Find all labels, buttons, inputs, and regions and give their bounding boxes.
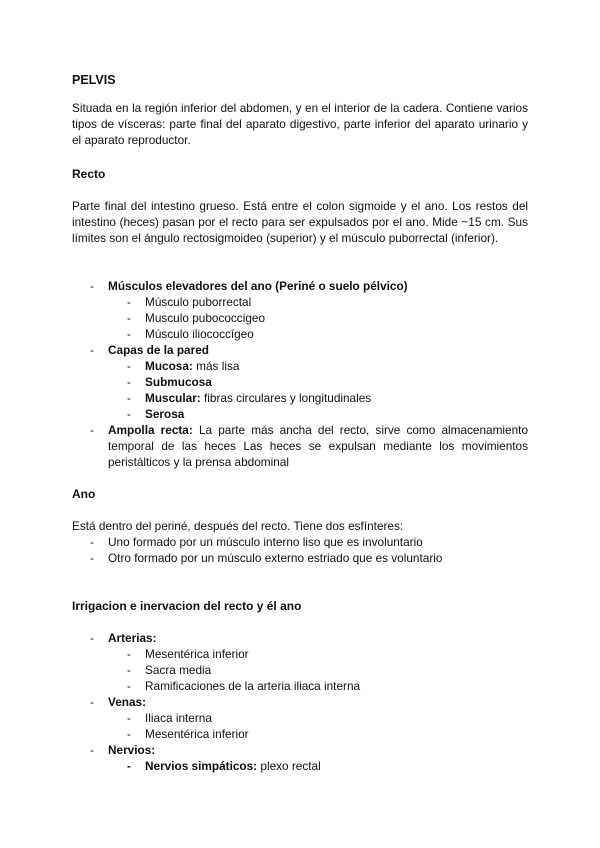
- list-item-label: Músculos elevadores del ano (Periné o suelo pélvico): [108, 279, 408, 293]
- bullet-dash: -: [127, 295, 131, 309]
- bullet-dash: -: [127, 391, 131, 405]
- bullet-dash: -: [90, 279, 94, 293]
- layer-name: Mucosa:: [145, 359, 193, 373]
- bullet-dash: -: [127, 311, 131, 325]
- ampolla-description: La parte más ancha del recto, sirve como almacenamiento temporal de las heces Las heces se expulsan mediante los movimientos peristálticos y la prensa abdominal: [108, 423, 529, 469]
- sub-list-item-label: Músculo puborrectal: [145, 295, 252, 309]
- heading-ano: Ano: [72, 487, 96, 501]
- sub-list-item: [0, 406, 600, 422]
- list-item-label: Venas:: [108, 695, 147, 709]
- sub-list-item-label: Musculo pubococcigeo: [145, 311, 266, 325]
- recto-paragraph: Parte final del intestino grueso. Está entre el colon sigmoide y el ano. Los restos del intestino (heces) pasan por el recto para ser expulsados por el ano. Mide ~15 cm. Sus límites son el ángulo rectosigmoideo (superior) y el músculo puborrectal (inferior).: [72, 199, 528, 245]
- bullet-dash: -: [127, 711, 131, 725]
- bullet-dash: -: [127, 359, 131, 373]
- recto-list: [0, 278, 600, 470]
- bullet-dash: -: [127, 727, 131, 741]
- bullet-dash: -: [90, 631, 94, 645]
- sub-list-item: [0, 662, 600, 678]
- bullet-dash: -: [90, 423, 94, 437]
- ampolla-label: Ampolla recta:: [108, 423, 193, 437]
- bullet-dash: -: [90, 551, 94, 565]
- bullet-dash: -: [127, 647, 131, 661]
- sub-list-item: [0, 390, 600, 406]
- ano-list: [0, 534, 600, 566]
- sub-list-item: [0, 726, 600, 742]
- heading-recto: Recto: [72, 167, 106, 181]
- list-item: [0, 550, 600, 566]
- intro-paragraph: Situada en la región inferior del abdomen, y en el interior de la cadera. Contiene varios tipos de vísceras: parte final del aparato digestivo, parte inferior del aparato urinario y el aparato reproductor.: [72, 101, 528, 147]
- list-item-label: Capas de la pared: [108, 343, 209, 357]
- layer-name: Serosa: [145, 407, 185, 421]
- bullet-dash: -: [90, 343, 94, 357]
- sub-list-item-label: Sacra media: [145, 663, 212, 677]
- irrigacion-list: [0, 630, 600, 774]
- nerve-type: Nervios simpáticos:: [145, 759, 258, 773]
- sub-list-item-label: Mesentérica inferior: [145, 647, 249, 661]
- bullet-dash: -: [127, 375, 131, 389]
- sub-list-item: [0, 358, 600, 374]
- bullet-dash: -: [127, 679, 131, 693]
- list-item: [0, 278, 600, 294]
- bullet-dash: -: [127, 663, 131, 677]
- sub-list-item: [0, 326, 600, 342]
- sub-list-item-label: Músculo iliococcígeo: [145, 327, 254, 341]
- list-item-label: Uno formado por un músculo interno liso que es involuntario: [108, 535, 423, 549]
- sub-list-item-label: Iliaca interna: [145, 711, 212, 725]
- ano-paragraph: Está dentro del periné, después del recto. Tiene dos esfínteres:: [72, 519, 404, 533]
- list-item-label: Arterias:: [108, 631, 157, 645]
- layer-description: fibras circulares y longitudinales: [200, 391, 372, 405]
- bullet-dash: -: [90, 535, 94, 549]
- heading-irrigacion: Irrigacion e inervacion del recto y él ano: [72, 599, 302, 613]
- list-item: [0, 422, 600, 470]
- sub-list-item: [0, 310, 600, 326]
- list-item-label: Otro formado por un músculo externo estriado que es voluntario: [108, 551, 443, 565]
- sub-list-item: [0, 646, 600, 662]
- sub-list-item: [0, 294, 600, 310]
- bullet-dash: -: [127, 407, 131, 421]
- bullet-dash: -: [90, 695, 94, 709]
- bullet-dash: -: [127, 327, 131, 341]
- layer-description: más lisa: [192, 359, 240, 373]
- bullet-dash: -: [90, 743, 94, 757]
- sub-list-item: [0, 374, 600, 390]
- sub-list-item-label: Ramificaciones de la arteria iliaca interna: [145, 679, 361, 693]
- list-item: [0, 342, 600, 358]
- list-item: [0, 630, 600, 646]
- list-item-label: Nervios:: [108, 743, 156, 757]
- bullet-dash: -: [127, 759, 131, 773]
- sub-list-item-label: Mesentérica inferior: [145, 727, 249, 741]
- layer-name: Muscular:: [145, 391, 201, 405]
- list-item: [0, 694, 600, 710]
- sub-list-item: [0, 710, 600, 726]
- page-title: PELVIS: [72, 73, 116, 87]
- layer-name: Submucosa: [145, 375, 212, 389]
- sub-list-item: [0, 758, 600, 774]
- nerve-description: plexo rectal: [257, 759, 321, 773]
- sub-list-item: [0, 678, 600, 694]
- list-item: [0, 742, 600, 758]
- list-item: [0, 534, 600, 550]
